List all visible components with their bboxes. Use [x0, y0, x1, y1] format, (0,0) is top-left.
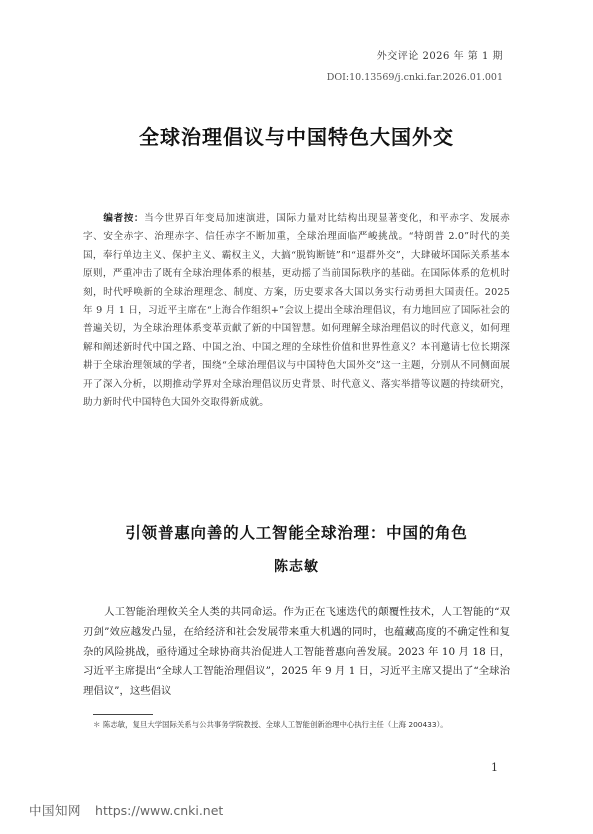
article-author: 陈志敏 [274, 559, 319, 575]
editor-note-text: 当今世界百年变局加速演进，国际力量对比结构出现显著变化，和平赤字、发展赤字、安全赤字、治理赤字、信任赤字不断加重，全球治理面临严峻挑战。“特朗普 2.0”时代的美国，奉行单边主义、保护主义、霸权主义，大搞“脱钩断链”和“退群外交”，大肆破坏国际关系基本原则，严重冲击了既有全球治理体系的根基，更动摇了当前国际秩序的基础。在国际体系的危机时刻，时代呼唤新的全球治理理念、制度、方案，历史要求各大国以务实行动勇担大国责任。2025 年 9 月 1 日，习近平主席在“上海合作组织+”会议上提出全球治理倡议，有力地回应了国际社会的普遍关切，为全球治理体系变革贡献了新的中国智慧。如何理解全球治理倡议的时代意义，如何理解和阐述新时代中国之路、中国之治、中国之理的全球性价值和世界性意义？本刊邀请七位长期深耕于全球治理领域的学者，围绕“全球治理倡议与中国特色大国外交”这一主题，分别从不同侧面展开了深入分析，以期推动学界对全球治理倡议历史背景、时代意义、落实举措等议题的持续研究，助力新时代中国特色大国外交取得新成就。 [83, 213, 510, 409]
footnote-text: 陈志敏，复旦大学国际关系与公共事务学院教授、全球人工智能创新治理中心执行主任（上海 200433）。 [103, 720, 448, 729]
cnki-watermark [29, 801, 223, 819]
page-number: 1 [491, 761, 498, 774]
watermark-url: https://www.cnki.net [95, 803, 224, 818]
article-body-text: 人工智能治理攸关全人类的共同命运。作为正在飞速迭代的颠覆性技术，人工智能的“双刃剑”效应越发凸显，在给经济和社会发展带来重大机遇的同时，也蕴藏高度的不确定性和复杂的风险挑战，亟待通过全球协商共治促进人工智能普惠向善发展。2023 年 10 月 18 日，习近平主席提出“全球人工智能治理倡议”，2025 年 9 月 1 日，习近平主席又提出了“全球治理倡议”，这些倡议 [83, 606, 510, 698]
article-body [83, 603, 510, 702]
doi-header: DOI:10.13569/j.cnki.far.2026.01.001 [326, 72, 503, 83]
footnote-mark: ＊ [93, 720, 101, 729]
watermark-name: 中国知网 [29, 803, 82, 818]
editor-note-label: 编者按： [103, 213, 145, 224]
footnote-divider [93, 714, 153, 715]
journal-issue-header: 外交评论 2026 年 第 1 期 [376, 51, 503, 62]
article-title: 引领普惠向善的人工智能全球治理：中国的角色 [125, 524, 468, 542]
footnote [93, 719, 508, 732]
editor-note [83, 210, 510, 412]
page-title: 全球治理倡议与中国特色大国外交 [139, 125, 454, 149]
